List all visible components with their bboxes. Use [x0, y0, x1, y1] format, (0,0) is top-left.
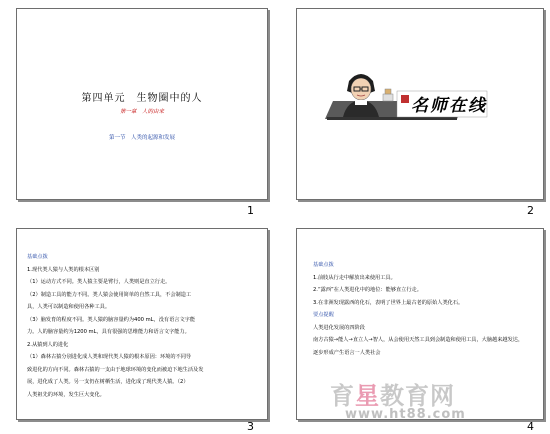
- unit-title: 第四单元 生物圈中的人: [81, 93, 203, 104]
- watermark-url: www.ht88.com: [345, 407, 466, 422]
- slide-1[interactable]: [16, 8, 268, 200]
- slide-number: 4: [527, 420, 534, 433]
- slide-2[interactable]: [296, 8, 544, 200]
- slide-number: 3: [247, 420, 254, 433]
- slide-body: [313, 259, 523, 359]
- text-line: 2.“露西”在人类进化中的地位：能够直立行走。: [313, 287, 422, 293]
- text-line: （1）森林古猿分别进化成人类和现代类人猿的根本原因：环境的不同导: [27, 354, 192, 360]
- text-line: 力。人的脑容量约为1200 mL，具有很强的思维能力和语言文字能力。: [27, 329, 190, 335]
- text-line: 致进化的方向不同。森林古猿的一支由于地球环境的变化而被迫下地生活及发: [27, 366, 204, 373]
- text-line: 逐步形成产生语言一人类社会: [313, 349, 381, 356]
- text-line: 人类祖先的环境，发生巨大变化。: [27, 391, 105, 398]
- heading: 基础点拨: [27, 254, 48, 260]
- text-line: 具，人类可以制造和使用各种工具。: [27, 304, 111, 310]
- text-line: 1.前肢从行走中解放出来使用工具。: [313, 274, 396, 281]
- slide-body: [27, 251, 203, 401]
- watermark-logo: 育星教育网: [330, 382, 455, 410]
- heading: 要点提醒: [313, 312, 334, 318]
- text-line: （1）运动方式不同。类人猿主要是臂行，人类则是直立行走。: [27, 279, 171, 285]
- chapter-title: 第一章 人的由来: [119, 109, 164, 115]
- section-title: 第一节 人类的起源和发展: [108, 135, 175, 141]
- teacher-icon: [343, 74, 379, 117]
- slide-number: 2: [527, 204, 534, 217]
- text-line: 1.现代类人猿与人类的根本区别: [27, 266, 100, 273]
- text-line: 3.在非洲发现露西的化石，表明了世界上最古老的原始人类化石。: [313, 299, 464, 306]
- text-line: 人类进化发展的四阶段: [313, 324, 365, 331]
- text-line: 展，进化成了人类。另一支仍在树栖生活，进化成了现代类人猿。（2）: [27, 379, 189, 385]
- text-line: （2）制造工具的能力不同。类人猿会使用简单的自然工具，不会制造工: [27, 291, 192, 298]
- text-line: 2.从猿到人的进化: [27, 341, 69, 348]
- slide-3[interactable]: [16, 228, 268, 420]
- text-line: （3）脑发育的程度不同。类人猿的脑容量约为400 mL，没有语言文字能: [27, 316, 196, 323]
- slide-number: 1: [247, 204, 254, 217]
- text-line: 南方古猿→能人→直立人→智人，从会使用天然工具到会制造和使用工具，大脑越来越发达，: [313, 337, 524, 343]
- heading: 基础点拨: [313, 262, 334, 268]
- banner-text: 名师在线: [411, 96, 487, 116]
